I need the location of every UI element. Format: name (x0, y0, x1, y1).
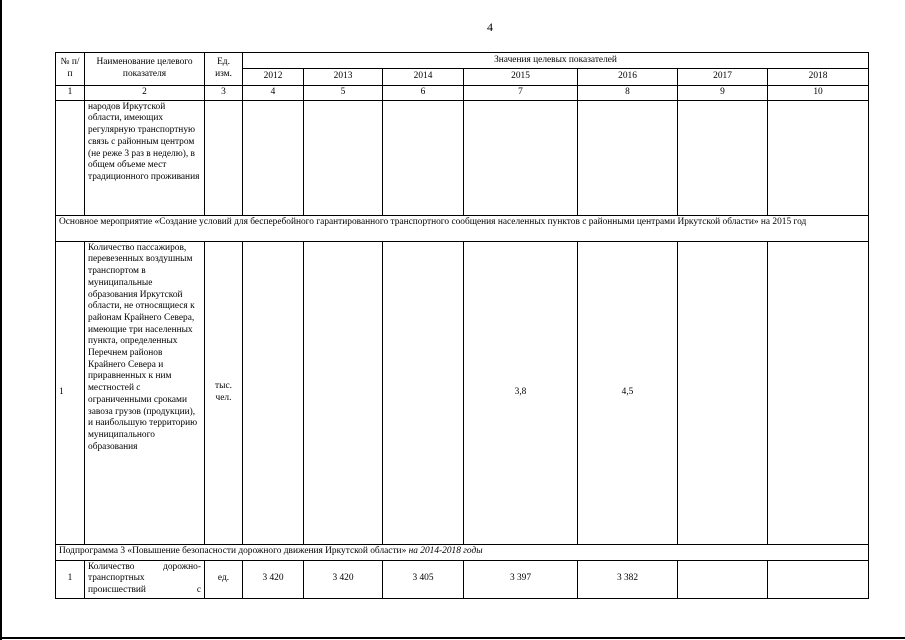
indicator-name: Количество пассажиров, перевезенных воздушным транспортом в муниципальные образования Иркутской области, не относящиеся к районам Крайнего Севера, имеющие три населенных пункта, определенных Перечнем районов Крайнего Севера и приравненных к ним местностей с ограниченными сроками завоза грузов (продукции), и наибольшую территорию муниципального образования (85, 241, 205, 544)
header-year: 2015 (464, 69, 578, 86)
row-num: 1 (56, 560, 85, 598)
target-indicators-table (55, 52, 869, 599)
column-number: 5 (304, 86, 383, 101)
row-num: 1 (56, 241, 85, 544)
header-unit: Ед. изм. (205, 53, 243, 86)
value-cell (243, 100, 304, 215)
value-cell (304, 241, 383, 544)
indicator-name-line: транспортных (88, 573, 145, 584)
section-title (56, 544, 869, 560)
column-number: 2 (85, 86, 205, 101)
header-year: 2018 (768, 69, 869, 86)
page-border-bottom (0, 637, 905, 639)
page-border-left (0, 0, 2, 640)
value-cell (243, 241, 304, 544)
section-title: Основное мероприятие «Создание условий для бесперебойного гарантированного транспортного сообщения населенных пунктов с районными центрами Иркутской области» на 2015 год (56, 215, 869, 241)
unit-cell: тыс. чел. (205, 241, 243, 544)
page-number: 4 (487, 20, 493, 34)
header-year: 2014 (383, 69, 464, 86)
unit-cell (205, 100, 243, 215)
column-number: 4 (243, 86, 304, 101)
section-row-subprogram (56, 544, 869, 560)
header-row-1 (56, 53, 869, 69)
indicator-name-line: Количество дорожно- (88, 561, 201, 572)
header-year: 2016 (578, 69, 678, 86)
value-cell (578, 100, 678, 215)
value-cell: 3 420 (243, 560, 304, 598)
value-cell: 4,5 (578, 241, 678, 544)
header-name: Наименование целевого показателя (85, 53, 205, 86)
row-num-cell (56, 100, 85, 215)
indicator-name (85, 560, 205, 598)
subprogram-title: Подпрограмма 3 «Повышение безопасности дорожного движения Иркутской области» (59, 545, 407, 556)
column-number: 10 (768, 86, 869, 101)
value-cell (678, 100, 768, 215)
value-cell (383, 241, 464, 544)
value-cell (464, 100, 578, 215)
column-number: 7 (464, 86, 578, 101)
indicator-name-line: происшествий с (88, 585, 201, 596)
value-cell: 3 382 (578, 560, 678, 598)
subprogram-period: на 2014-2018 годы (406, 545, 483, 556)
table-row (56, 560, 869, 598)
value-cell: 3 397 (464, 560, 578, 598)
table-row (56, 241, 869, 544)
unit-cell: ед. (205, 560, 243, 598)
section-row-main-activity (56, 215, 869, 241)
header-year: 2017 (678, 69, 768, 86)
value-cell (383, 100, 464, 215)
value-cell: 3 405 (383, 560, 464, 598)
table-row-continued (56, 100, 869, 215)
value-cell (768, 560, 869, 598)
column-number: 8 (578, 86, 678, 101)
column-number: 6 (383, 86, 464, 101)
value-cell: 3,8 (464, 241, 578, 544)
column-number: 3 (205, 86, 243, 101)
column-number: 9 (678, 86, 768, 101)
column-number: 1 (56, 86, 85, 101)
value-cell (768, 241, 869, 544)
header-year: 2013 (304, 69, 383, 86)
value-cell (678, 241, 768, 544)
value-cell (768, 100, 869, 215)
header-num: № п/п (56, 53, 85, 86)
column-numbers-row (56, 86, 869, 101)
header-year: 2012 (243, 69, 304, 86)
value-cell (678, 560, 768, 598)
value-cell (304, 100, 383, 215)
header-values-group: Значения целевых показателей (243, 53, 869, 69)
indicator-name: народов Иркутской области, имеющих регулярную транспортную связь с районным центром (не реже 3 раз в неделю), в общем объеме мест традиционного проживания (85, 100, 205, 215)
value-cell: 3 420 (304, 560, 383, 598)
